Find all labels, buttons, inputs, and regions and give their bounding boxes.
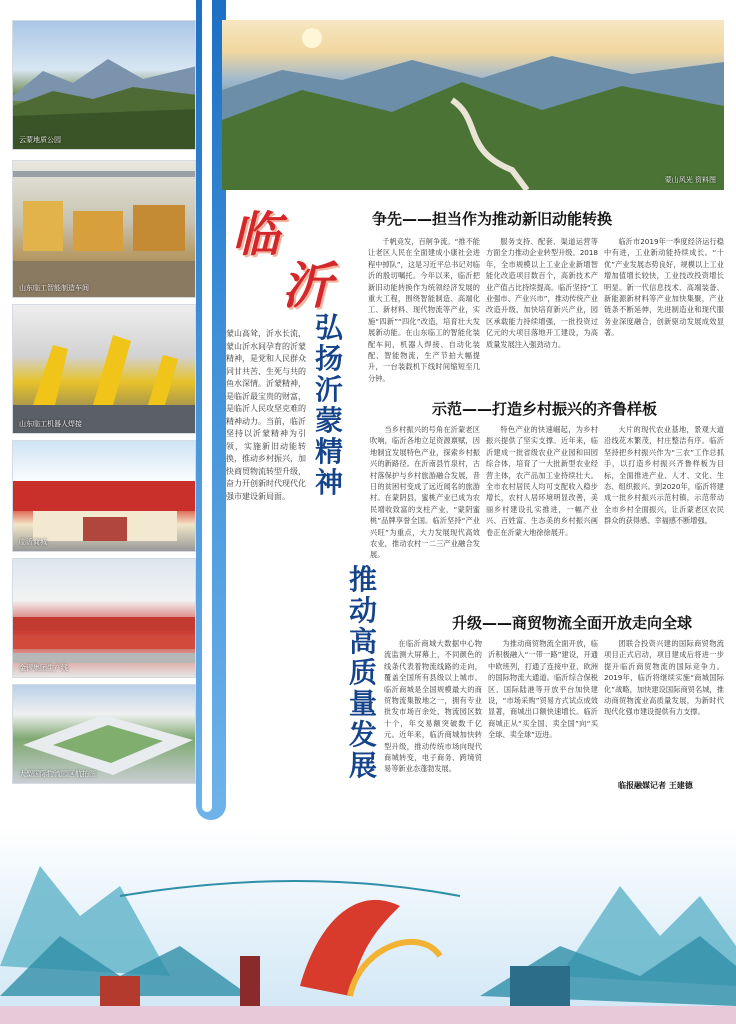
section-2-column-3 [604, 424, 724, 600]
photo-market-building [12, 440, 196, 552]
side-ribbon-inner [202, 0, 212, 812]
section-1-column-1 [368, 236, 480, 386]
photo-caption: 云蒙地质公园 [19, 136, 61, 144]
landscape-illustration [0, 826, 736, 1024]
photo-caption: 大型国际物流园区航拍图 [19, 770, 96, 778]
section-2-column-2 [486, 424, 598, 600]
hero-mountain-illustration [222, 20, 724, 190]
mountain-cliff-illustration [13, 21, 196, 150]
photo-welding-robots [12, 304, 196, 434]
section-1-column-3 [604, 236, 724, 386]
robot-illustration [13, 305, 196, 434]
section-1-title: 争先——担当作为推动新旧动能转换 [372, 210, 613, 228]
photo-caption: 山东临工智能制造车间 [19, 284, 89, 292]
article-paragraph: 特色产业的快速崛起，为乡村振兴提供了坚实支撑。近年来，临沂建成一批省级农业产业园和田园综合体，培育了一大批新型农业经营主体，农产品加工业持续壮大。全市农村居民人均可支配收入稳步增长，农村人居环境明显改善，美丽乡村建设扎实推进，一幅产业兴、百姓富、生态美的乡村振兴画卷正在沂蒙大地徐徐展开。 [486, 425, 598, 537]
factory-illustration [13, 161, 196, 298]
photo-caption: 金锣集团生产线 [19, 664, 68, 672]
article-paragraph: 千帆竞发，百舸争流。“推不能让老区人民在全面建成小康社会进程中掉队”，这是习近平总书记对临沂的殷切嘱托。今年以来，临沂把新旧动能转换作为统领经济发展的重大工程，围绕智能制造、高端化工、新材料、现代物流等产业，实施“四新”“四化”改造，培育壮大发展新动能。在山东临工的智能化装配车间，机器人焊接、自动化装配、智能物流，生产节拍大幅提升，一台装载机下线时间缩短至几分钟。 [368, 237, 480, 383]
photo-caption: 临沂商城 [19, 538, 47, 546]
section-2-column-1 [370, 424, 480, 600]
article-paragraph: 在临沂商城大数据中心物流监测大屏幕上，不同颜色的线条代表着物流线路的走向，覆盖全国所有县级以上城市。临沂商城是全国规模最大的商贸物流集散地之一，拥有专业批发市场百余处，物流园区数十个，年交易额突破数千亿元。近年来，临沂商城加快转型升级，推动传统市场向现代商城转变，电子商务、跨境贸易等新业态蓬勃发展。 [384, 639, 482, 774]
city-name-char-2: 沂 [282, 256, 332, 315]
section-3-title: 升级——商贸物流全面开放走向全球 [452, 614, 693, 632]
article-paragraph: 团联合投资兴建的国际商贸物流项目正式启动，项目建成后将进一步提升临沂商贸物流的国际竞争力。2019年，临沂将继续实施“商城国际化”战略，加快建设国际商贸名城，推动商贸物流业高质量发展，为新时代现代化强市建设提供有力支撑。 [604, 639, 724, 717]
vertical-headline-2: 推动高质量发展 [348, 563, 377, 782]
section-3-column-1 [384, 638, 482, 788]
intro-paragraph: 蒙山高耸，沂水长流，蒙山沂水间孕育的沂蒙精神，是党和人民群众同甘共苦、生死与共的鱼水深情。沂蒙精神，是临沂最宝贵的财富，是临沂人民攻坚克难的精神动力。当前，临沂坚持以沂蒙精神为引领，实施新旧动能转换，推动乡村振兴，加快商贸物流转型升级，奋力开创新时代现代化强市建设新局面。 [226, 329, 306, 501]
article-paragraph: 大片的现代农业基地，景观大道沿线花木繁茂，村庄整洁有序。临沂坚持把乡村振兴作为“三农”工作总抓手，以打造乡村振兴齐鲁样板为目标，全面推进产业、人才、文化、生态、组织振兴。到2020年，临沂将建成一批乡村振兴示范村镇，示范带动全市乡村全面振兴，让沂蒙老区农民群众的获得感、幸福感不断增强。 [604, 425, 724, 526]
article-paragraph: 当乡村振兴的号角在沂蒙老区吹响，临沂各地立足资源禀赋，因地制宜发展特色产业，探索乡村振兴的新路径。在沂南县竹泉村，古村落保护与乡村旅游融合发展，昔日的贫困村变成了远近闻名的旅游村。在蒙阴县，蜜桃产业已成为农民增收致富的支柱产业，“蒙阴蜜桃”品牌享誉全国。临沂坚持“产业兴旺”为重点，大力发展现代高效农业，推动农村一二三产业融合发展。 [370, 425, 480, 560]
section-3-column-2 [488, 638, 598, 788]
article-paragraph: 服务支持、配套、渠道运营等方面全力推动企业转型升级。2018年，全市规模以上工业企业新增智能化改造项目数百个，高新技术产业产值占比持续提高。临沂坚持“工业强市、产业兴市”，推动传统产业改造升级，加快培育新兴产业，园区承载能力持续增强，一批投资过亿元的大项目落地开工建设，为高质量发展注入强劲动力。 [486, 237, 598, 349]
city-name-calligraphy [232, 196, 342, 315]
photo-factory-floor [12, 160, 196, 298]
reporter-signature: 临报融媒记者 王建德 [618, 781, 693, 790]
article-paragraph: 临沂市2019年一季度经济运行稳中有进，工业新动能持续成长。“十优”产业发展态势良好，规模以上工业增加值增长较快，工业技改投资增长明显。新一代信息技术、高端装备、新能源新材料等产业加快集聚，产业链条不断延伸，先进制造业和现代服务业深度融合，创新驱动发展成效显著。 [604, 237, 724, 338]
hero-photo-mountain-road [222, 20, 724, 190]
production-line-illustration [13, 559, 196, 678]
article-paragraph: 为推动商贸物流全面开放，临沂积极融入“一带一路”建设，开通中欧班列，打通了连接中亚、欧洲的国际物流大通道。临沂综合保税区、国际陆港等开放平台加快建设，“市场采购”贸易方式试点成效显著，商城出口额快速增长。临沂商城正从“买全国、卖全国”向“买全球、卖全球”迈进。 [488, 639, 598, 740]
hero-caption: 蒙山风光 资料图 [664, 176, 716, 184]
section-3-column-3 [604, 638, 724, 776]
bottom-landscape-illustration [0, 826, 736, 1024]
section-1-column-2 [486, 236, 598, 386]
market-illustration [13, 441, 196, 552]
city-name-char-1: 临 [232, 207, 281, 263]
vertical-headline-1: 弘扬沂蒙精神 [314, 311, 343, 499]
section-2-title: 示范——打造乡村振兴的齐鲁样板 [432, 400, 658, 418]
photo-food-production-line [12, 558, 196, 678]
photo-caption: 山东临工机器人焊接 [19, 420, 82, 428]
photo-mountain-cliff [12, 20, 196, 150]
photo-logistics-park-aerial [12, 684, 196, 784]
